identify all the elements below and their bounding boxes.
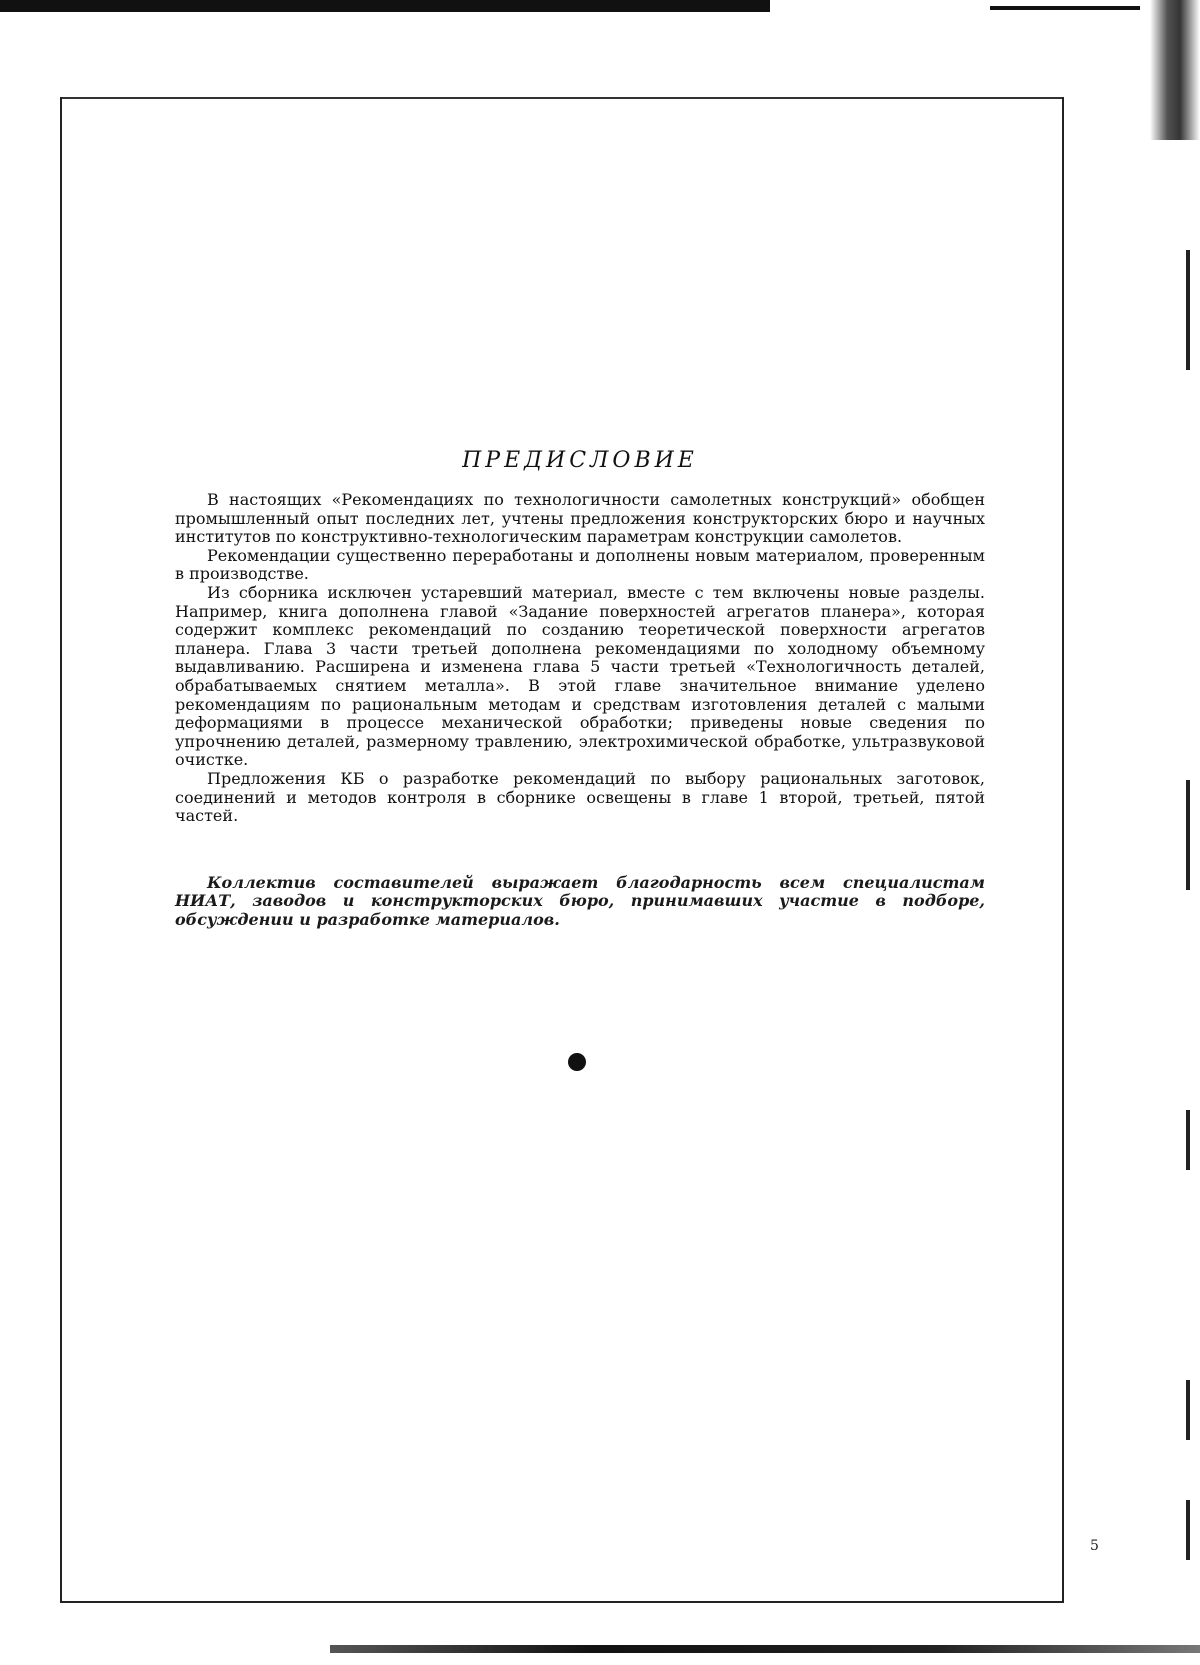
scan-mark xyxy=(1186,1380,1190,1440)
page-frame-right xyxy=(1062,97,1064,1603)
paragraph: Рекомендации существенно переработаны и дополнены новым материалом, проверенным в производстве. xyxy=(175,545,985,584)
scan-edge-top xyxy=(0,0,770,12)
preface-body xyxy=(175,491,985,826)
page-frame-bottom xyxy=(60,1601,1064,1603)
scan-mark xyxy=(1186,780,1190,890)
scan-mark xyxy=(1186,1110,1190,1170)
preface-content xyxy=(175,448,985,945)
scan-edge-top-right xyxy=(990,6,1140,10)
ornament-dot xyxy=(568,1053,586,1071)
scan-edge-bottom xyxy=(330,1645,1200,1653)
scan-mark xyxy=(1186,250,1190,370)
page-number: 5 xyxy=(1090,1538,1099,1554)
page-frame-top xyxy=(60,97,1064,99)
scan-corner-right xyxy=(1150,0,1200,140)
paragraph: Из сборника исключен устаревший материал, вместе с тем включены новые разделы. Например, книга дополнена главой «Задание поверхностей агрегатов планера», которая содержит комплекс рекомендаций по созданию теоретической поверхности агрегатов планера. Глава 3 части третьей дополнена рекомендациями по холодному объемному выдавливанию. Расширена и изменена глава 5 части третьей «Технологичность деталей, обрабатываемых снятием металла». В этой главе значительное внимание уделено рекомендациям по рациональным методам и средствам изготовления деталей с малыми деформациями в процессе механической обработки; приведены новые сведения по упрочнению деталей, размерному травлению, электрохимической обработке, ультразвуковой очистке. xyxy=(175,582,985,770)
paragraph: Предложения КБ о разработке рекомендаций по выбору рациональных заготовок, соединений и методов контроля в сборнике освещены в главе 1 второй, третьей, пятой частей. xyxy=(175,768,985,826)
acknowledgement-text: Коллектив составителей выражает благодарность всем специалистам НИАТ, заводов и конструкторских бюро, принимавших участие в подборе, обсуждении и разработке материалов. xyxy=(175,872,985,929)
page-frame-left xyxy=(60,97,62,1603)
scan-mark xyxy=(1186,1500,1190,1560)
page-title: ПРЕДИСЛОВИЕ xyxy=(462,448,698,473)
paragraph: В настоящих «Рекомендациях по технологичности самолетных конструкций» обобщен промышленный опыт последних лет, учтены предложения конструкторских бюро и научных институтов по конструктивно-технологическим параметрам конструкции самолетов. xyxy=(175,490,985,547)
